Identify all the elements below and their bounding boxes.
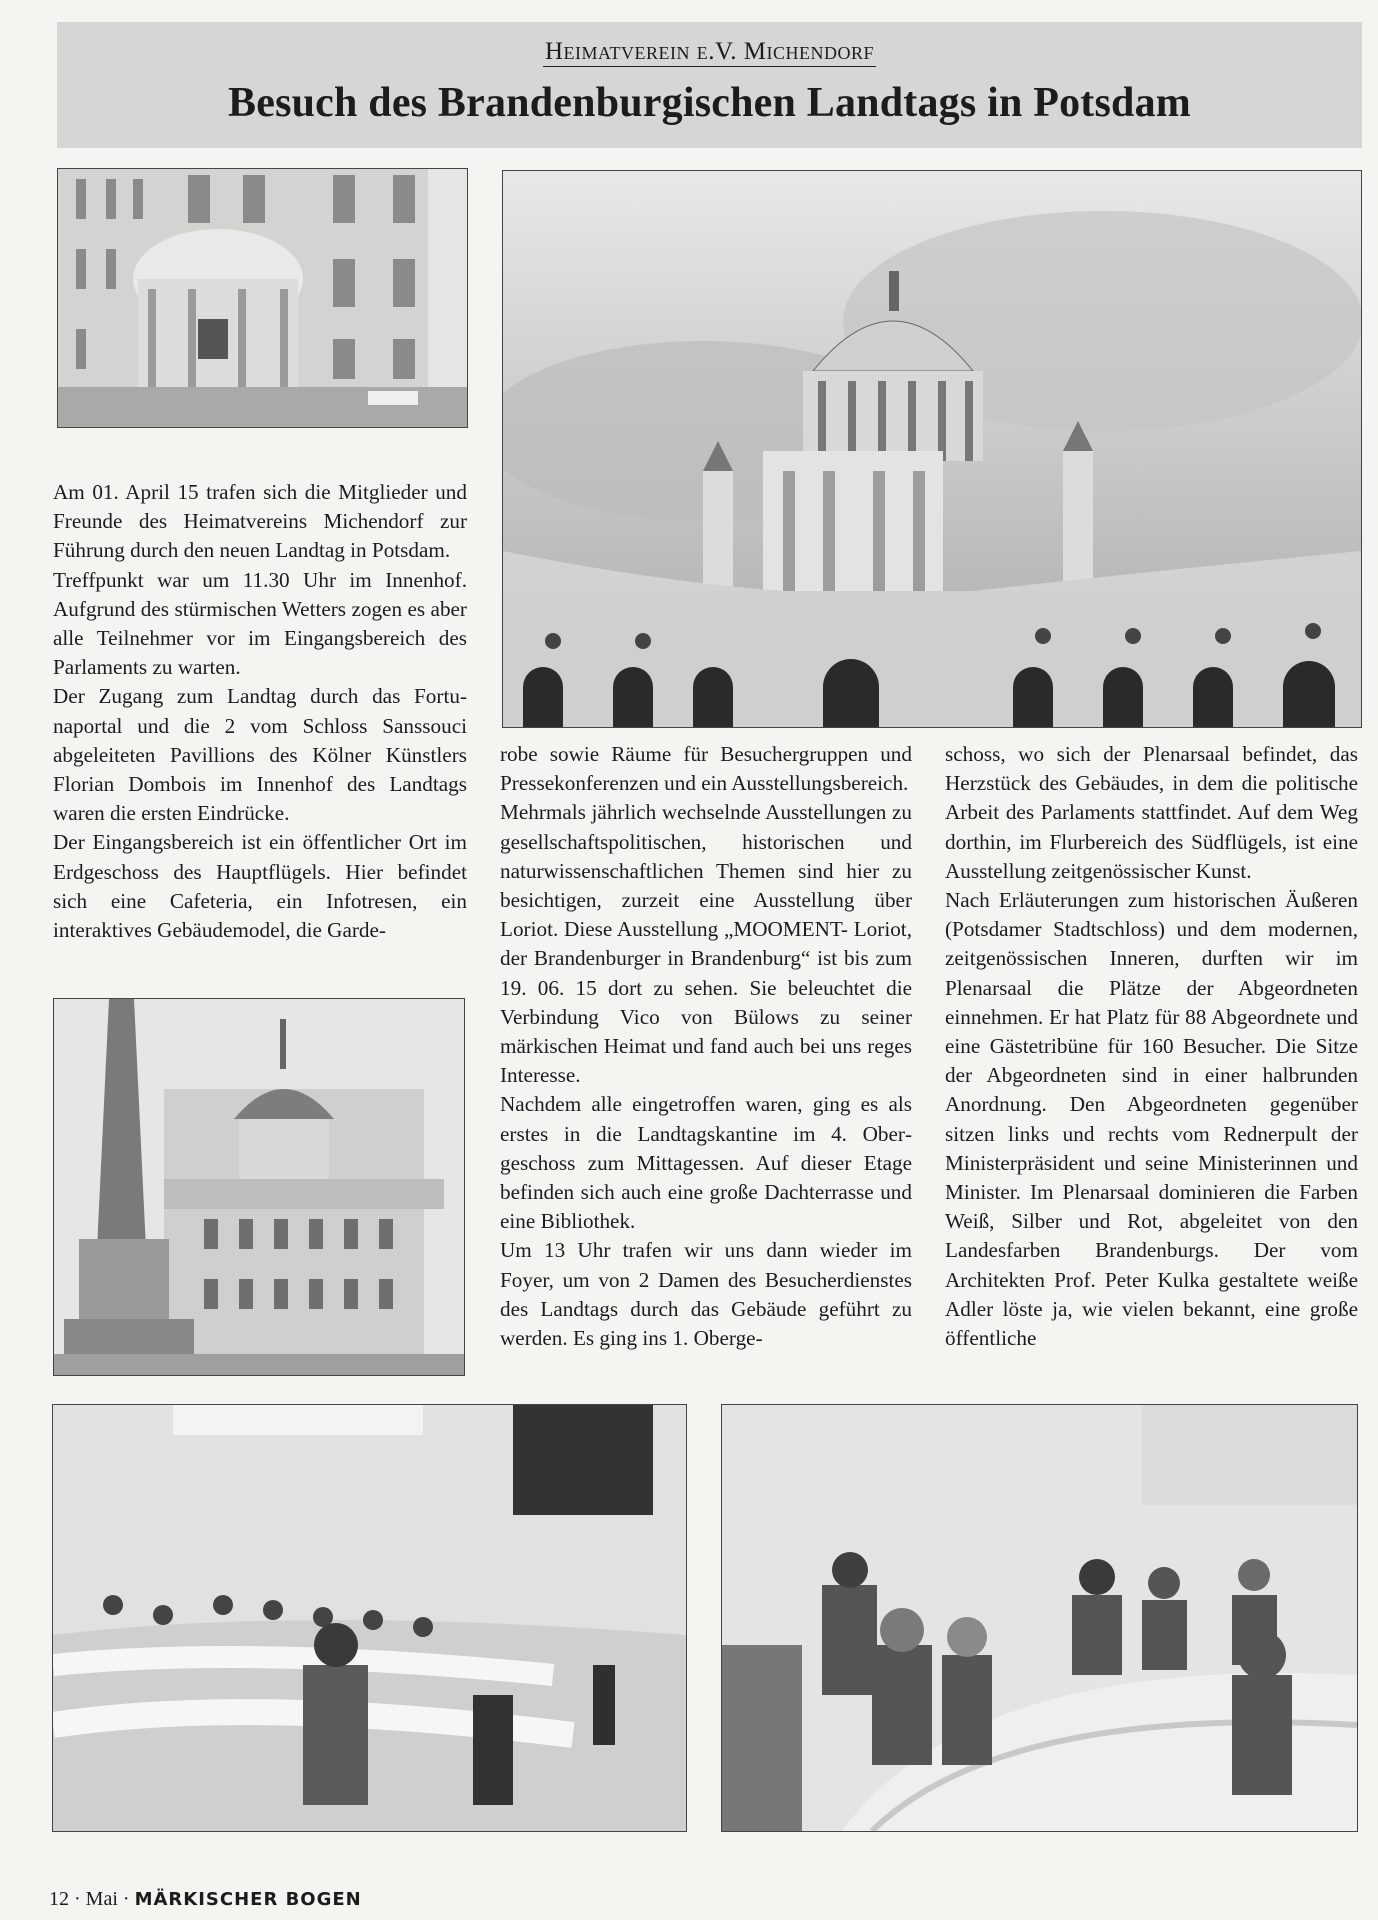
footer-separator: · (74, 1888, 81, 1910)
paragraph: robe sowie Räume für Besuchergruppen und Pressekonferenzen und ein Ausstellungsbereich. (500, 742, 912, 796)
text-column-2 (500, 740, 912, 1353)
paragraph: Der Zugang zum Landtag durch das Fortunaportal und die 2 vom Schloss Sanssouci abgeleiteten Pavillions des Kölner Künstlers Florian Dombois im Innenhof des Landtags waren die ersten Eindrücke. (53, 684, 467, 826)
paragraph: Am 01. April 15 trafen sich die Mitglieder und Freunde des Heimatvereins Michendorf zur Führung durch den neuen Landtag in Potsdam. (53, 480, 467, 563)
paragraph: Der Eingangsbereich ist ein öffentlicher Ort im Erdgeschoss des Hauptflügels. Hier befindet sich eine Cafeteria, ein Infotresen, ein interaktives Gebäudemodel, die Garde- (53, 830, 467, 943)
article-title: Besuch des Brandenburgischen Landtags in Potsdam (228, 80, 1191, 126)
text-column-3 (945, 740, 1358, 1353)
paragraph: Treffpunkt war um 11.30 Uhr im Innenhof. Aufgrund des stürmischen Wetters zogen es aber alle Teilnehmer vor im Eingangsbereich des Parlaments zu warten. (53, 567, 467, 680)
header-band (57, 22, 1362, 148)
page-number: 12 (49, 1888, 69, 1910)
photo-plenary-right (721, 1404, 1358, 1832)
photo-landtag-dome (502, 170, 1362, 728)
paragraph: Nachdem alle eingetroffen waren, ging es als erstes in die Landtagskantine im 4. Obergeschoss zum Mittagessen. Auf dieser Etage befinden sich auch eine große Dachterrasse und eine Bibliothek. (500, 1092, 912, 1234)
paragraph: Um 13 Uhr trafen wir uns dann wieder im Foyer, um von 2 Damen des Besucherdienstes des Landtags durch das Gebäude geführt zu werden. Es ging ins 1. Oberge- (500, 1238, 912, 1351)
photo-pavilion (57, 168, 468, 428)
section-kicker (57, 38, 1362, 66)
issue-month: Mai (85, 1888, 118, 1910)
footer-separator: · (122, 1888, 130, 1910)
paragraph: schoss, wo sich der Plenarsaal befindet, das Herzstück des Gebäudes, in dem die politische Arbeit des Parlaments stattfindet. Auf dem Weg dorthin, im Flurbereich des Südflügels, ist eine Ausstellung zeitgenössischer Kunst. (945, 742, 1358, 883)
photo-obelisk (53, 998, 465, 1376)
photo-plenary-left (52, 1404, 687, 1832)
paragraph: Nach Erläuterungen zum historischen Äußeren (Potsdamer Stadtschloss) und dem modernen, zeitgenössischen Inneren, durften wir im Plenarsaal die Plätze der Abgeordneten einnehmen. Er hat Platz für 88 Abgeordnete und eine Gästetribüne für 160 Besucher. Die Sitze der Abgeordneten sind in einer halbrunden Anordnung. Den Abgeordneten gegenüber sitzen links und rechts vom Rednerpult der Ministerpräsident und seine Ministerinnen und Minister. Im Plenarsaal dominieren die Farben Weiß, Silber und Rot, abgeleitet von den Landesfarben Brandenburgs. Der vom Architekten Prof. Peter Kulka gestaltete weiße Adler löste ja, wie vielen bekannt, eine große öffentliche (945, 888, 1358, 1351)
paragraph: Mehrmals jährlich wechselnde Ausstellungen zu gesellschaftspolitischen, historischen und naturwissenschaftlichen Themen sind hier zu besichtigen, zurzeit eine Ausstellung über Loriot. Diese Ausstellung „MOOMENT- Loriot, der Brandenburger in Brandenburg“ ist bis zum 19. 06. 15 dort zu sehen. Sie beleuchtet die Verbindung Vico von Bülows zu seiner märkischen Heimat und fand auch bei uns reges Interesse. (500, 800, 912, 1088)
page-footer (49, 1888, 362, 1911)
magazine-name: MÄRKISCHER BOGEN (134, 1889, 362, 1910)
kicker-text: Heimatverein e.V. Michendorf (544, 38, 875, 65)
text-column-1 (53, 478, 467, 945)
